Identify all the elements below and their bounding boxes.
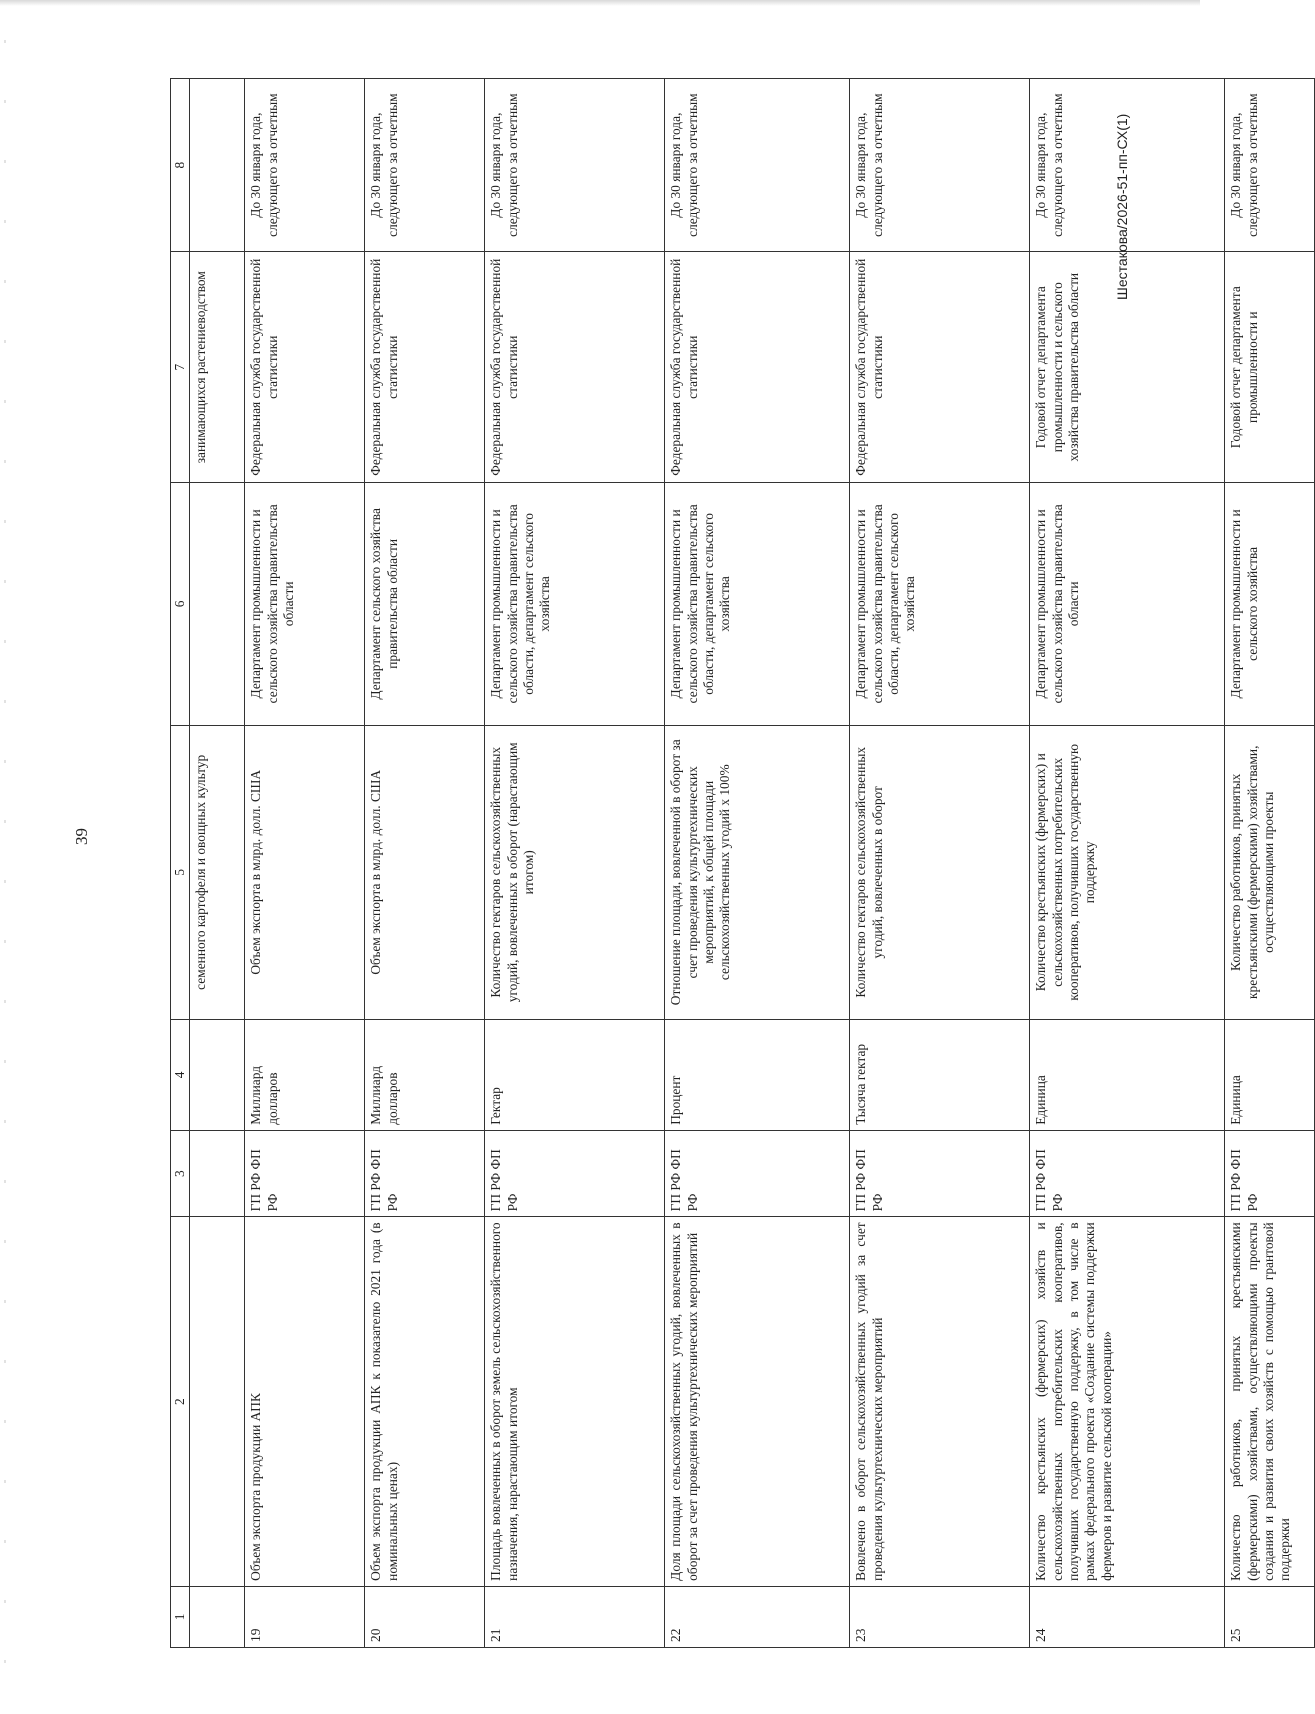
empty-cell	[190, 483, 245, 725]
unit-cell: Процент	[665, 1019, 850, 1130]
scan-margin-marks	[4, 40, 6, 1680]
method-cell: Отношение площади, вовлеченной в оборот за счет проведения культуртехнических мероприятий, к общей площади сельскохозяйственных угодий х 100%	[665, 725, 850, 1019]
level-cell: ГП РФ ФП РФ	[485, 1130, 665, 1217]
table-row	[1225, 79, 1315, 1648]
method-cell: Объем экспорта в млрд. долл. США	[245, 725, 365, 1019]
method-cell: Количество крестьянских (фермерских) и сельскохозяйственных потребительских кооперативов, получивших государственную поддержку	[1030, 725, 1225, 1019]
level-cell: ГП РФ ФП РФ	[1030, 1130, 1225, 1217]
scan-edge-shadow	[0, 0, 1200, 6]
empty-cell	[190, 1130, 245, 1217]
column-number-cell: 6	[171, 483, 190, 725]
deadline-cell: До 30 января года, следующего за отчетным	[485, 79, 665, 252]
table-row	[1030, 79, 1225, 1648]
indicator-name-cell: Вовлечено в оборот сельскохозяйственных угодий за счет проведения культуртехнических мероприятий	[850, 1217, 1030, 1586]
deadline-cell: До 30 января года, следующего за отчетным	[665, 79, 850, 252]
row-number-cell: 20	[365, 1586, 485, 1647]
table-row	[850, 79, 1030, 1648]
level-cell: ГП РФ ФП РФ	[850, 1130, 1030, 1217]
column-number-cell: 7	[171, 252, 190, 483]
level-cell: ГП РФ ФП РФ	[665, 1130, 850, 1217]
column-number-cell: 5	[171, 725, 190, 1019]
indicator-name-cell: Количество работников, принятых крестьянскими (фермерскими) хозяйствами, осуществляющими проекты создания и развития своих хозяйств с помощью грантовой поддержки	[1225, 1217, 1315, 1586]
row-number-cell: 23	[850, 1586, 1030, 1647]
indicator-name-cell: Площадь вовлеченных в оборот земель сельскохозяйственного назначения, нарастающим итогом	[485, 1217, 665, 1586]
level-cell: ГП РФ ФП РФ	[365, 1130, 485, 1217]
deadline-cell: До 30 января года, следующего за отчетным	[365, 79, 485, 252]
continuation-source-cell: занимающихся растениеводством	[190, 252, 245, 483]
column-number-row	[171, 79, 190, 1648]
responsible-cell: Департамент промышленности и сельского хозяйства	[1225, 483, 1315, 725]
unit-cell: Миллиард долларов	[245, 1019, 365, 1130]
responsible-cell: Департамент промышленности и сельского хозяйства правительства области, департамент сельского хозяйства	[485, 483, 665, 725]
empty-cell	[190, 1217, 245, 1586]
source-cell: Годовой отчет департамента промышленности и	[1225, 252, 1315, 483]
deadline-cell: До 30 января года, следующего за отчетным	[245, 79, 365, 252]
empty-cell	[190, 1019, 245, 1130]
row-number-cell: 19	[245, 1586, 365, 1647]
indicators-table	[170, 78, 1315, 1648]
indicator-name-cell: Доля площади сельскохозяйственных угодий, вовлеченных в оборот за счет проведения культуртехнических мероприятий	[665, 1217, 850, 1586]
row-number-cell: 22	[665, 1586, 850, 1647]
source-cell: Федеральная служба государственной статистики	[365, 252, 485, 483]
unit-cell: Гектар	[485, 1019, 665, 1130]
unit-cell: Единица	[1225, 1019, 1315, 1130]
continuation-method-cell: семенного картофеля и овощных культур	[190, 725, 245, 1019]
page-number: 39	[72, 828, 91, 845]
column-number-cell: 1	[171, 1586, 190, 1647]
unit-cell: Единица	[1030, 1019, 1225, 1130]
method-cell: Количество работников, принятых крестьянскими (фермерскими) хозяйствами, осуществляющими проекты	[1225, 725, 1315, 1019]
responsible-cell: Департамент сельского хозяйства правительства области	[365, 483, 485, 725]
level-cell: ГП РФ ФП РФ	[245, 1130, 365, 1217]
method-cell: Количество гектаров сельскохозяйственных угодий, вовлеченных в оборот (нарастающим итогом)	[485, 725, 665, 1019]
indicator-name-cell: Количество крестьянских (фермерских) хозяйств и сельскохозяйственных потребительских кооперативов, получивших государственную поддержку, в том числе в рамках федерального проекта «Создание системы поддержки фермеров и развитие сельской кооперации»	[1030, 1217, 1225, 1586]
empty-cell	[190, 79, 245, 252]
table-row	[485, 79, 665, 1648]
unit-cell: Миллиард долларов	[365, 1019, 485, 1130]
row-number-cell: 21	[485, 1586, 665, 1647]
column-number-cell: 4	[171, 1019, 190, 1130]
column-number-cell: 8	[171, 79, 190, 252]
table-row	[665, 79, 850, 1648]
source-cell: Федеральная служба государственной статистики	[850, 252, 1030, 483]
document-code: Шестакова/2026-51-пп-СХ(1)	[1114, 113, 1130, 300]
column-number-cell: 3	[171, 1130, 190, 1217]
unit-cell: Тысяча гектар	[850, 1019, 1030, 1130]
source-cell: Федеральная служба государственной статистики	[485, 252, 665, 483]
source-cell: Годовой отчет департамента промышленности и сельского хозяйства правительства области	[1030, 252, 1225, 483]
deadline-cell: До 30 января года, следующего за отчетным	[1030, 79, 1225, 252]
continuation-row	[190, 79, 245, 1648]
table-row	[365, 79, 485, 1648]
source-cell: Федеральная служба государственной статистики	[245, 252, 365, 483]
indicator-name-cell: Объем экспорта продукции АПК	[245, 1217, 365, 1586]
table-row	[245, 79, 365, 1648]
method-cell: Количество гектаров сельскохозяйственных угодий, вовлеченных в оборот	[850, 725, 1030, 1019]
row-number-cell: 24	[1030, 1586, 1225, 1647]
empty-cell	[190, 1586, 245, 1647]
source-cell: Федеральная служба государственной статистики	[665, 252, 850, 483]
responsible-cell: Департамент промышленности и сельского хозяйства правительства области, департамент сельского хозяйства	[850, 483, 1030, 725]
responsible-cell: Департамент промышленности и сельского хозяйства правительства области	[1030, 483, 1225, 725]
responsible-cell: Департамент промышленности и сельского хозяйства правительства области	[245, 483, 365, 725]
level-cell: ГП РФ ФП РФ	[1225, 1130, 1315, 1217]
deadline-cell: До 30 января года, следующего за отчетным	[1225, 79, 1315, 252]
responsible-cell: Департамент промышленности и сельского хозяйства правительства области, департамент сельского хозяйства	[665, 483, 850, 725]
column-number-cell: 2	[171, 1217, 190, 1586]
indicator-name-cell: Объем экспорта продукции АПК к показателю 2021 года (в номинальных ценах)	[365, 1217, 485, 1586]
deadline-cell: До 30 января года, следующего за отчетным	[850, 79, 1030, 252]
method-cell: Объем экспорта в млрд. долл. США	[365, 725, 485, 1019]
row-number-cell: 25	[1225, 1586, 1315, 1647]
